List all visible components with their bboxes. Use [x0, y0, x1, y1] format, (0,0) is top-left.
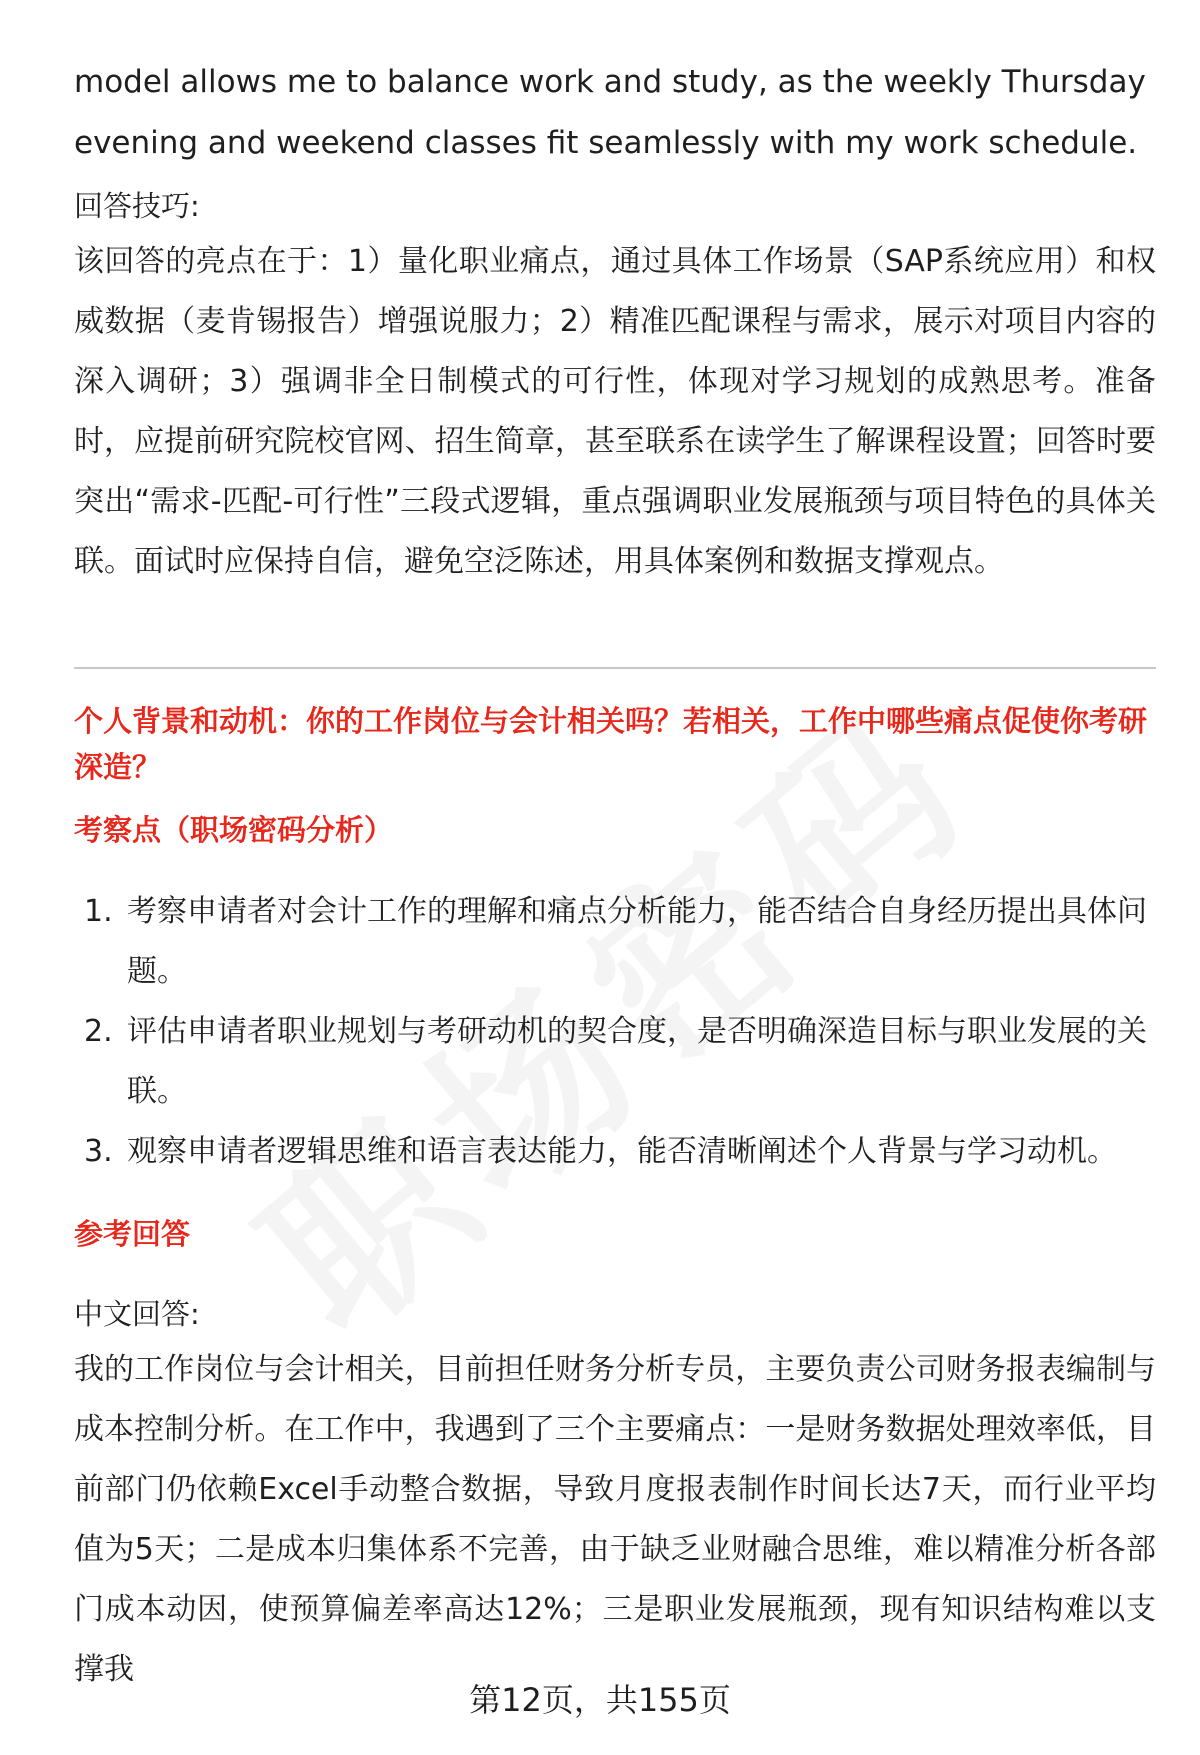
list-item — [74, 1002, 1156, 1122]
assessment-list — [74, 882, 1156, 1182]
list-item-number: 1. — [84, 894, 113, 929]
assessment-heading: 考察点（职场密码分析） — [74, 813, 394, 847]
section-divider — [74, 667, 1156, 669]
tips-label: 回答技巧: — [74, 189, 200, 223]
tips-text: 该回答的亮点在于：1）量化职业痛点，通过具体工作场景（SAP系统应用）和权威数据（麦肯锡报告）增强说服力；2）精准匹配课程与需求，展示对项目内容的深入调研；3）强调非全日制模式的可行性，体现对学习规划的成熟思考。准备时，应提前研究院校官网、招生简章，甚至联系在读学生了解课程设置；回答时要突出“需求-匹配-可行性”三段式逻辑，重点强调职业发展瓶颈与项目特色的具体关联。面试时应保持自信，避免空泛陈述，用具体案例和数据支撑观点。 — [74, 244, 1156, 579]
list-item-text: 观察申请者逻辑思维和语言表达能力，能否清晰阐述个人背景与学习动机。 — [127, 1134, 1117, 1169]
chinese-answer-text: 我的工作岗位与会计相关，目前担任财务分析专员，主要负责公司财务报表编制与成本控制分析。在工作中，我遇到了三个主要痛点：一是财务数据处理效率低，目前部门仍依赖Excel手动整合数据，导致月度报表制作时间长达7天，而行业平均值为5天；二是成本归集体系不完善，由于缺乏业财融合思维，难以精准分析各部门成本动因，使预算偏差率高达12%；三是职业发展瓶颈，现有知识结构难以支撑我 — [74, 1352, 1156, 1687]
question-heading: 个人背景和动机：你的工作岗位与会计相关吗？若相关，工作中哪些痛点促使你考研深造？ — [74, 704, 1148, 784]
list-item — [74, 1122, 1156, 1182]
list-item-number: 2. — [84, 1014, 113, 1049]
list-item — [74, 882, 1156, 1002]
english-answer-continuation: model allows me to balance work and study, as the weekly Thursday evening and weekend classes fit seamlessly with my work schedule. — [74, 64, 1146, 161]
list-item-number: 3. — [84, 1134, 113, 1169]
page-number: 第12页，共155页 — [469, 1681, 731, 1719]
list-item-text: 考察申请者对会计工作的理解和痛点分析能力，能否结合自身经历提出具体问题。 — [127, 894, 1147, 989]
chinese-answer-label: 中文回答: — [74, 1297, 200, 1331]
list-item-text: 评估申请者职业规划与考研动机的契合度，是否明确深造目标与职业发展的关联。 — [127, 1014, 1147, 1109]
reference-heading: 参考回答 — [74, 1217, 191, 1251]
